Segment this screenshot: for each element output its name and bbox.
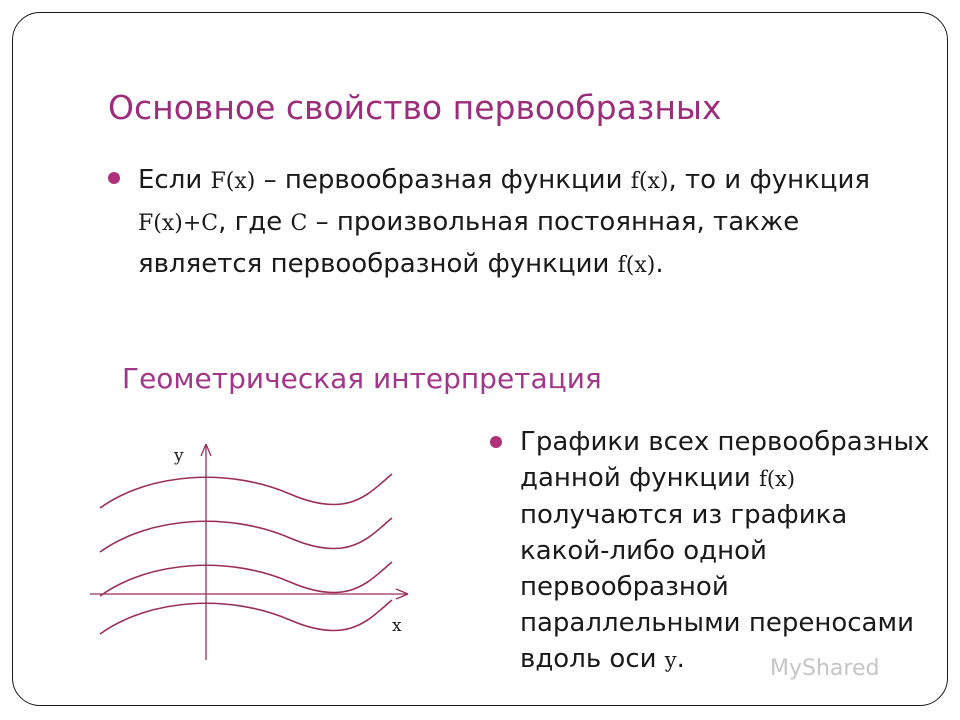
antiderivative-curves: [100, 474, 392, 634]
text-fragment: , то и функция: [668, 165, 871, 195]
text-fragment: – первообразная функции: [255, 165, 631, 195]
y-axis-label: y: [174, 446, 184, 466]
section-subtitle: Геометрическая интерпретация: [122, 362, 602, 395]
bullet-dot: [490, 436, 502, 448]
text-fragment: , где: [218, 207, 291, 237]
formula-f: f(x): [630, 169, 669, 194]
text-fragment: – произвольная постоянная, также является первообразной функции: [138, 207, 800, 279]
text-fragment: .: [676, 644, 685, 674]
graph-svg: [80, 430, 430, 670]
bullet-text-geometric: [520, 424, 930, 678]
formula-f: f(x): [759, 467, 796, 491]
antiderivative-curve: [100, 600, 392, 634]
x-axis-label: x: [392, 616, 402, 636]
text-fragment: .: [655, 249, 664, 279]
formula-C: C: [290, 211, 308, 236]
formula-F-plus-C: F(x)+C: [138, 211, 219, 236]
formula-F: F(x): [210, 169, 256, 194]
slide-title: Основное свойство первообразных: [108, 88, 722, 127]
text-fragment: получаются из графика какой-либо одной первообразной параллельными переносами вдоль оси: [520, 500, 914, 674]
antiderivative-curve: [100, 474, 392, 508]
text-fragment: Если: [138, 165, 211, 195]
text-fragment: Графики всех первообразных данной функции: [520, 427, 930, 493]
antiderivative-curve: [100, 518, 392, 552]
antiderivative-curve: [100, 562, 392, 596]
formula-f: f(x): [617, 253, 656, 278]
antiderivative-graph: [80, 430, 430, 670]
watermark: MyShared: [770, 656, 880, 681]
bullet-text-property: [138, 160, 898, 286]
axis-y-symbol: y: [664, 648, 677, 672]
bullet-dot: [108, 172, 120, 184]
